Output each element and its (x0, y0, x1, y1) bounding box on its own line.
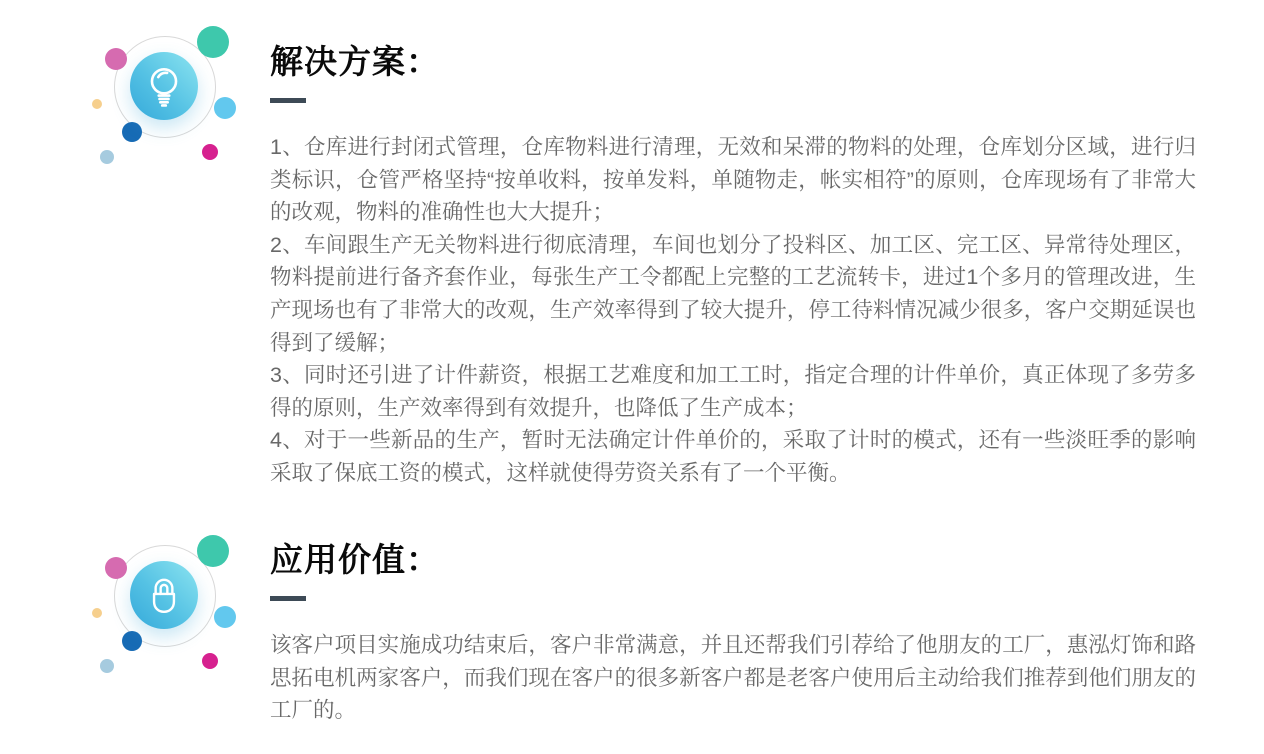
paragraph: 4、对于一些新品的生产，暂时无法确定计件单价的，采取了计时的模式，还有一些淡旺季的影响采取了保底工资的模式，这样就使得劳资关系有了一个平衡。 (270, 428, 1196, 485)
teal-dot (197, 535, 229, 567)
pale-blue-dot (100, 150, 114, 164)
value-icon-badge (85, 524, 245, 694)
icon-circle (130, 52, 198, 120)
blue-dot (214, 606, 236, 628)
section-title: 解决方案： (270, 43, 440, 80)
paragraph: 1、仓库进行封闭式管理，仓库物料进行清理，无效和呆滞的物料的处理，仓库划分区域，进行归类标识，仓管严格坚持“按单收料，按单发料，单随物走，帐实相符”的原则，仓库现场有了非常大的改观，物料的准确性也大大提升； (270, 135, 1196, 225)
icon-circle (130, 561, 198, 629)
teal-dot (197, 26, 229, 58)
yellow-dot (92, 99, 102, 109)
blue-dot (214, 97, 236, 119)
pink-dot (105, 557, 127, 579)
section-title: 应用价值： (270, 541, 440, 578)
magenta-dot (202, 653, 218, 669)
lightbulb-icon (141, 63, 187, 109)
paragraph: 2、车间跟生产无关物料进行彻底清理，车间也划分了投料区、加工区、完工区、异常待处理区，物料提前进行备齐套作业，每张生产工令都配上完整的工艺流转卡，进过1个多月的管理改进，生产现场也有了非常大的改观，生产效率得到了较大提升，停工待料情况减少很多，客户交期延误也得到了缓解； (270, 232, 1196, 355)
dark-blue-dot (122, 122, 142, 142)
yellow-dot (92, 608, 102, 618)
title-underline-dash (270, 596, 306, 601)
title-underline-dash (270, 98, 306, 103)
pale-blue-dot (100, 659, 114, 673)
value-section (270, 540, 1196, 727)
magenta-dot (202, 144, 218, 160)
paragraph: 该客户项目实施成功结束后，客户非常满意，并且还帮我们引荐给了他朋友的工厂，惠泓灯饰和路思拓电机两家客户，而我们现在客户的很多新客户都是老客户使用后主动给我们推荐到他们朋友的工厂的。 (270, 633, 1196, 723)
solution-section (270, 42, 1196, 490)
lock-icon (141, 572, 187, 618)
solution-icon-badge (85, 15, 245, 185)
dark-blue-dot (122, 631, 142, 651)
paragraph: 3、同时还引进了计件薪资，根据工艺难度和加工工时，指定合理的计件单价，真正体现了多劳多得的原则，生产效率得到有效提升，也降低了生产成本； (270, 363, 1196, 420)
pink-dot (105, 48, 127, 70)
